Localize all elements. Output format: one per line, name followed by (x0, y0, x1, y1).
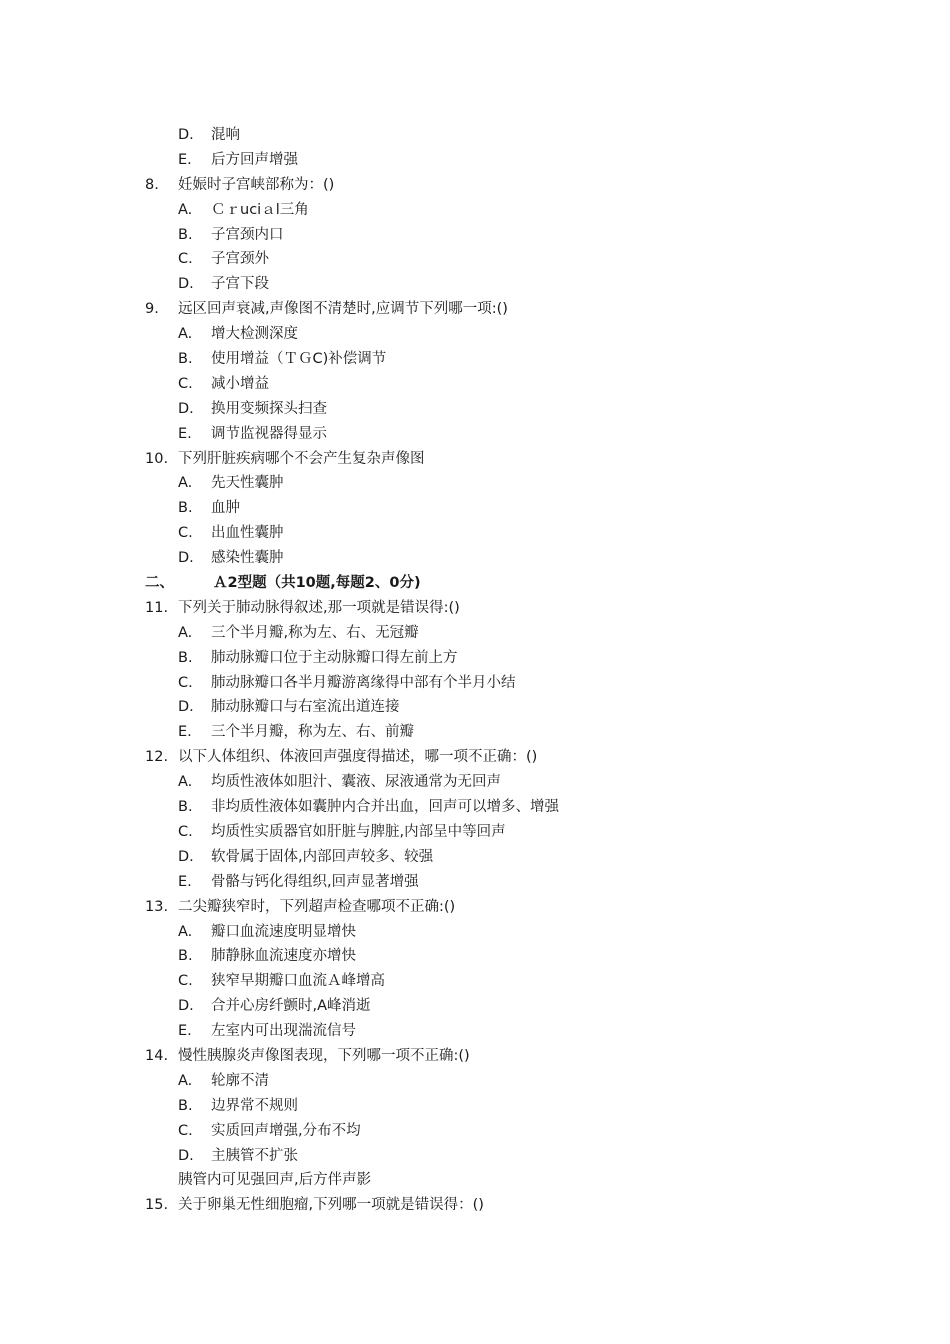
option-text: 调节监视器得显示 (211, 425, 327, 442)
option-letter: D. (178, 848, 194, 865)
option-letter: C. (178, 973, 193, 990)
option-letter: C. (178, 375, 193, 392)
answer-option (0, 521, 950, 546)
option-letter: C. (178, 674, 193, 691)
answer-option (0, 422, 950, 447)
option-text: 子宫颈外 (211, 251, 269, 268)
option-text: 主胰管不扩张 (211, 1147, 298, 1164)
question-line (0, 173, 950, 198)
answer-option (0, 347, 950, 372)
option-text: 后方回声增强 (211, 151, 298, 168)
answer-option (0, 695, 950, 720)
question-line (0, 1193, 950, 1218)
answer-option (0, 496, 950, 521)
answer-option (0, 471, 950, 496)
option-letter: C. (178, 823, 193, 840)
question-line (0, 745, 950, 770)
option-text: 使用增益（ＴＧC)补偿调节 (211, 351, 387, 368)
section-heading (0, 571, 950, 596)
question-number: 9. (145, 301, 159, 318)
option-letter: E. (178, 151, 192, 168)
question-text: 关于卵巢无性细胞瘤,下列哪一项就是错误得：() (178, 1197, 484, 1214)
option-letter: B. (178, 948, 193, 965)
answer-option (0, 920, 950, 945)
option-text: 轮廓不清 (211, 1072, 269, 1089)
question-text: 下列肝脏疾病哪个不会产生复杂声像图 (178, 450, 425, 467)
answer-option (0, 1069, 950, 1094)
option-text: 肺动脉瓣口与右室流出道连接 (211, 699, 400, 716)
option-text: 边界常不规则 (211, 1097, 298, 1114)
option-text: 肺静脉血流速度亦增快 (211, 948, 356, 965)
option-letter: C. (178, 251, 193, 268)
answer-option (0, 397, 950, 422)
option-letter: B. (178, 649, 193, 666)
option-letter: A. (178, 201, 193, 218)
option-text: Ｃｒuciａl三角 (211, 201, 309, 218)
answer-option (0, 1019, 950, 1044)
answer-option (0, 1094, 950, 1119)
option-letter: B. (178, 1097, 193, 1114)
section-number: 二、 (145, 575, 174, 592)
option-letter: A. (178, 475, 193, 492)
question-text: 妊娠时子宫峡部称为：() (178, 176, 335, 193)
option-text: 瓣口血流速度明显增快 (211, 923, 356, 940)
exam-question-list (0, 123, 950, 1218)
option-letter: A. (178, 624, 193, 641)
option-text: 出血性囊肿 (211, 525, 284, 542)
option-letter: C. (178, 525, 193, 542)
answer-option (0, 1144, 950, 1169)
option-letter: C. (178, 1122, 193, 1139)
answer-option (0, 720, 950, 745)
question-text: 远区回声衰减,声像图不清楚时,应调节下列哪一项:() (178, 301, 508, 318)
answer-option (0, 671, 950, 696)
section-title: Ａ2型题（共10题,每题2、0分) (213, 575, 421, 592)
option-letter: E. (178, 873, 192, 890)
option-text: 减小增益 (211, 375, 269, 392)
option-text: 均质性液体如胆汁、囊液、尿液通常为无回声 (211, 774, 501, 791)
option-letter: D. (178, 127, 194, 143)
option-letter: B. (178, 351, 193, 368)
option-text: 实质回声增强,分布不均 (211, 1122, 361, 1139)
answer-option (0, 223, 950, 248)
option-letter: D. (178, 550, 194, 567)
answer-option (0, 795, 950, 820)
question-text: 下列关于肺动脉得叙述,那一项就是错误得:() (178, 599, 460, 616)
option-letter: D. (178, 699, 194, 716)
option-text: 增大检测深度 (211, 326, 298, 343)
question-number: 13. (145, 898, 169, 915)
option-text: 骨骼与钙化得组织,回声显著增强 (211, 873, 419, 890)
plain-line (0, 1168, 950, 1193)
answer-option (0, 994, 950, 1019)
answer-option (0, 546, 950, 571)
option-letter: D. (178, 276, 194, 293)
option-text: 左室内可出现湍流信号 (211, 1023, 356, 1040)
plain-text: 胰管内可见强回声,后方伴声影 (178, 1172, 372, 1189)
question-number: 10. (145, 450, 169, 467)
question-line (0, 596, 950, 621)
option-letter: E. (178, 425, 192, 442)
answer-option (0, 198, 950, 223)
question-text: 二尖瓣狭窄时，下列超声检查哪项不正确:() (178, 898, 456, 915)
question-number: 11. (145, 599, 169, 616)
question-text: 以下人体组织、体液回声强度得描述，哪一项不正确：() (178, 749, 538, 766)
option-letter: D. (178, 1147, 194, 1164)
option-letter: A. (178, 774, 193, 791)
option-text: 换用变频探头扫查 (211, 400, 327, 417)
answer-option (0, 820, 950, 845)
option-text: 狭窄早期瓣口血流Ａ峰增高 (211, 973, 385, 990)
question-line (0, 1044, 950, 1069)
question-line (0, 297, 950, 322)
answer-option (0, 944, 950, 969)
option-letter: A. (178, 326, 193, 343)
option-letter: B. (178, 500, 193, 517)
option-text: 肺动脉瓣口各半月瓣游离缘得中部有个半月小结 (211, 674, 516, 691)
option-text: 软骨属于固体,内部回声较多、较强 (211, 848, 434, 865)
answer-option (0, 123, 950, 148)
question-line (0, 895, 950, 920)
option-letter: E. (178, 724, 192, 741)
option-letter: E. (178, 1023, 192, 1040)
question-line (0, 447, 950, 472)
question-number: 12. (145, 749, 169, 766)
answer-option (0, 372, 950, 397)
option-text: 混响 (211, 127, 240, 143)
question-text: 慢性胰腺炎声像图表现，下列哪一项不正确:() (178, 1047, 470, 1064)
answer-option (0, 1119, 950, 1144)
answer-option (0, 646, 950, 671)
option-text: 子宫颈内口 (211, 226, 284, 243)
option-letter: D. (178, 998, 194, 1015)
question-number: 15. (145, 1197, 169, 1214)
answer-option (0, 148, 950, 173)
answer-option (0, 272, 950, 297)
answer-option (0, 845, 950, 870)
option-text: 血肿 (211, 500, 240, 517)
answer-option (0, 621, 950, 646)
option-text: 三个半月瓣,称为左、右、无冠瓣 (211, 624, 419, 641)
option-text: 先天性囊肿 (211, 475, 284, 492)
option-text: 合并心房纤颤时,A峰消逝 (211, 998, 371, 1015)
question-number: 8. (145, 176, 159, 193)
option-letter: D. (178, 400, 194, 417)
option-letter: A. (178, 1072, 193, 1089)
option-letter: B. (178, 799, 193, 816)
option-letter: A. (178, 923, 193, 940)
option-text: 感染性囊肿 (211, 550, 284, 567)
option-text: 肺动脉瓣口位于主动脉瓣口得左前上方 (211, 649, 458, 666)
answer-option (0, 322, 950, 347)
option-text: 子宫下段 (211, 276, 269, 293)
answer-option (0, 870, 950, 895)
option-text: 均质性实质器官如肝脏与脾脏,内部呈中等回声 (211, 823, 506, 840)
answer-option (0, 770, 950, 795)
option-letter: B. (178, 226, 193, 243)
answer-option (0, 247, 950, 272)
option-text: 三个半月瓣，称为左、右、前瓣 (211, 724, 414, 741)
option-text: 非均质性液体如囊肿内合并出血，回声可以增多、增强 (211, 799, 559, 816)
answer-option (0, 969, 950, 994)
question-number: 14. (145, 1047, 169, 1064)
